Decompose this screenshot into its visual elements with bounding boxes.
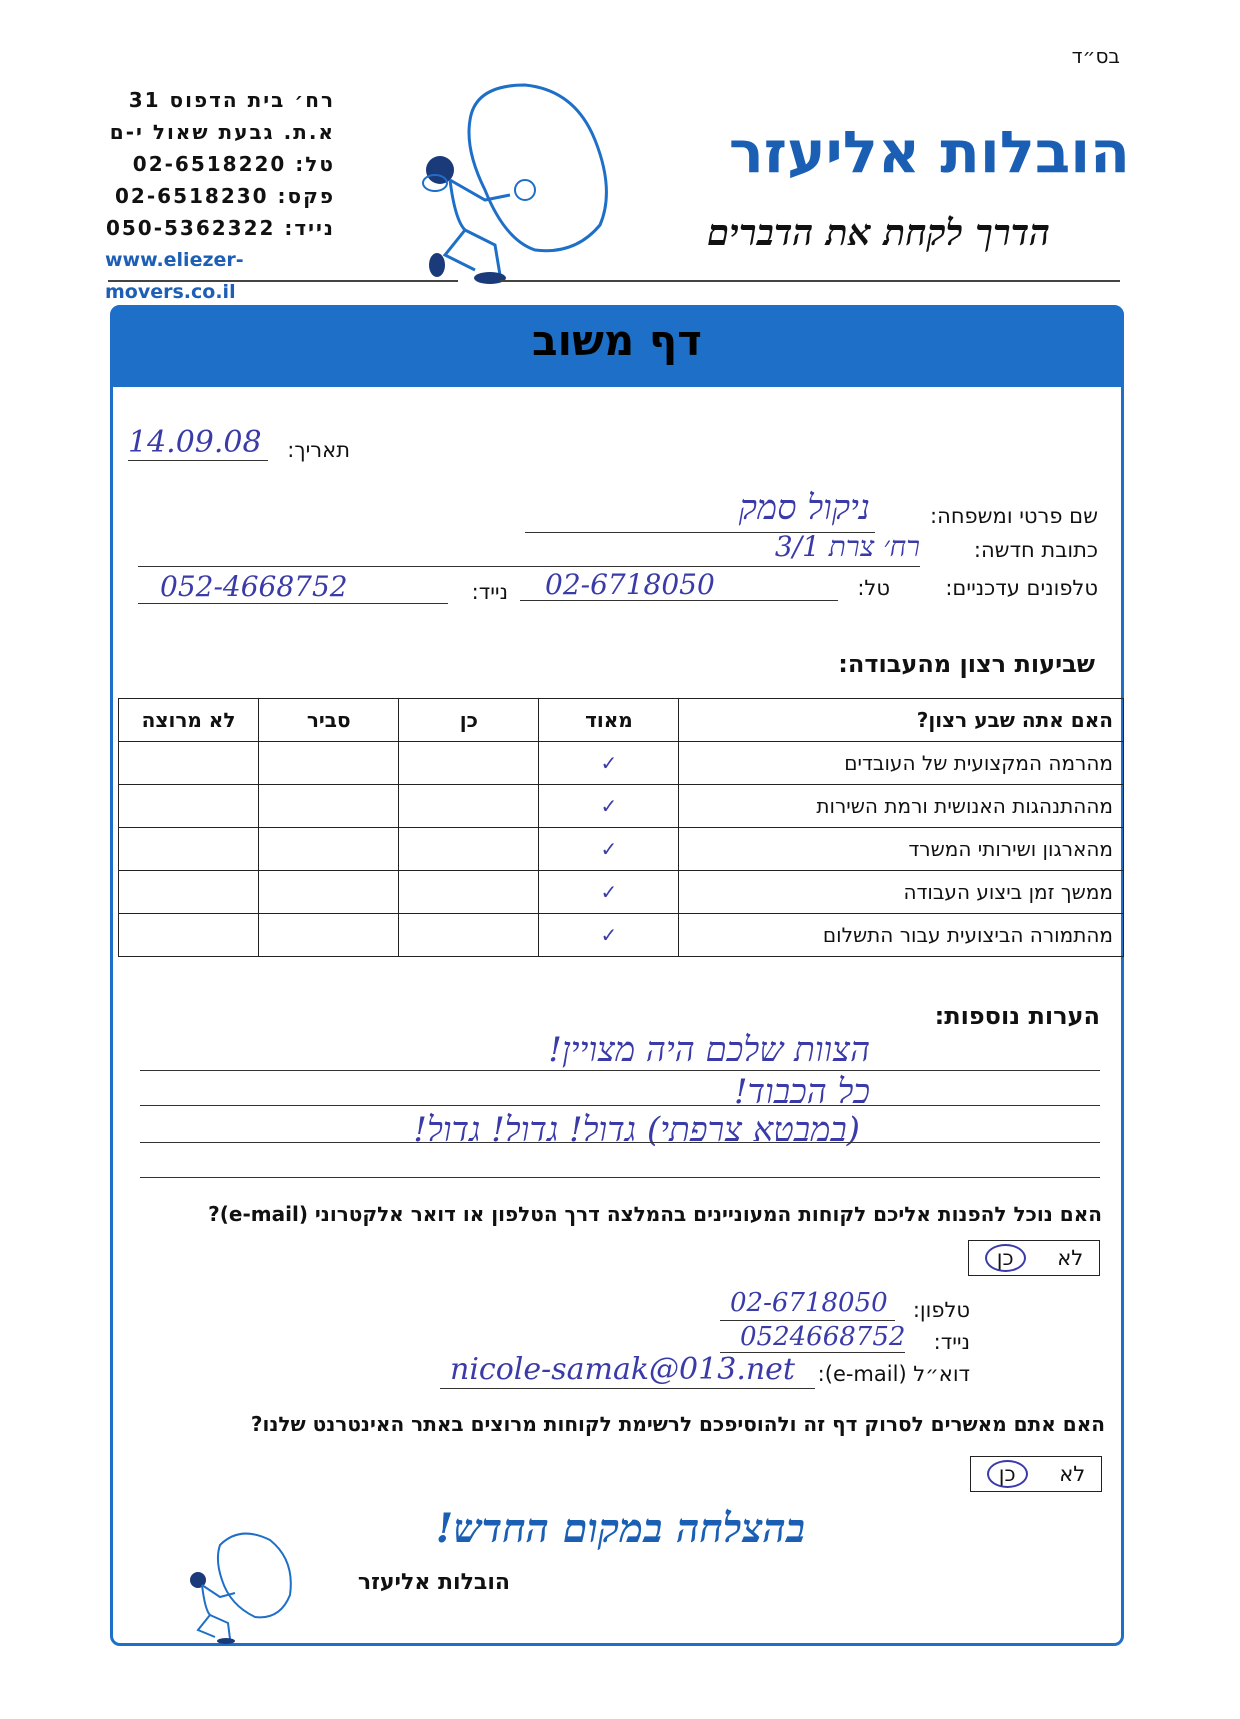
tel-label: טל: xyxy=(857,576,890,600)
mobile-line: נייד: 050-5362322 xyxy=(105,216,335,240)
option-very: מאוד xyxy=(539,699,679,742)
no-option[interactable]: לא xyxy=(1057,1246,1084,1270)
yes-option-circled[interactable]: כן xyxy=(987,1460,1028,1488)
survey-title: שביעות רצון מהעבודה: xyxy=(838,650,1095,678)
address-label: כתובת חדשה: xyxy=(973,538,1098,562)
phone-label: טלפון: xyxy=(912,1298,970,1322)
empty-cell[interactable] xyxy=(259,742,399,785)
empty-cell[interactable] xyxy=(259,828,399,871)
publish-question: האם אתם מאשרים לסרוק דף זה ולהוסיפכם לרשימת לקוחות מרוצים באתר האינטרנט שלנו? xyxy=(250,1412,1105,1436)
row-label: ממשך זמן ביצוע העבודה xyxy=(679,871,1124,914)
date-value[interactable]: 14.09.08 xyxy=(128,425,262,460)
mover-mascot-icon xyxy=(180,1525,300,1645)
closing-message: בהצלחה במקום החדש! xyxy=(435,1505,805,1552)
check-mark[interactable]: ✓ xyxy=(539,828,679,871)
check-mark[interactable]: ✓ xyxy=(539,914,679,957)
header-divider xyxy=(500,280,1120,282)
referral-mobile-label: נייד: xyxy=(933,1330,970,1354)
address-value[interactable]: רח׳ צרת 3/1 xyxy=(774,530,920,563)
empty-cell[interactable] xyxy=(399,871,539,914)
company-signature: הובלות אליעזר xyxy=(357,1570,510,1595)
option-yes: כן xyxy=(399,699,539,742)
company-slogan: הדרך לקחת את הדברים xyxy=(706,212,1050,254)
publish-answer-box[interactable] xyxy=(970,1456,1102,1492)
referral-question: האם נוכל להפנות אליכם לקוחות המעוניינים בהמלצה דרך הטלפון או דואר אלקטרוני (e-mail)? xyxy=(208,1202,1102,1226)
referral-answer-box[interactable] xyxy=(968,1240,1100,1276)
table-row xyxy=(119,871,1124,914)
table-header-row xyxy=(119,699,1124,742)
row-label: מהתמורה הביצועית עבור התשלום xyxy=(679,914,1124,957)
check-mark[interactable]: ✓ xyxy=(539,785,679,828)
mobile-underline xyxy=(138,603,448,604)
empty-cell[interactable] xyxy=(119,742,259,785)
no-option[interactable]: לא xyxy=(1059,1462,1086,1486)
option-reasonable: סביר xyxy=(259,699,399,742)
table-row xyxy=(119,785,1124,828)
option-not-satisfied: לא מרוצה xyxy=(119,699,259,742)
mobile-label: נייד: xyxy=(471,580,508,604)
fax-line: פקס: 02-6518230 xyxy=(115,184,335,208)
date-underline xyxy=(128,460,268,461)
empty-cell[interactable] xyxy=(259,785,399,828)
email-underline xyxy=(440,1388,815,1389)
tel-underline xyxy=(520,600,838,601)
notes-title: הערות נוספות: xyxy=(934,1002,1100,1030)
company-name: הובלות אליעזר xyxy=(728,118,1130,186)
table-row xyxy=(119,742,1124,785)
email-value[interactable]: nicole-samak@013.net xyxy=(450,1352,795,1387)
phone-underline xyxy=(720,1320,895,1321)
form-title: דף משוב xyxy=(532,316,702,365)
empty-cell[interactable] xyxy=(119,785,259,828)
empty-cell[interactable] xyxy=(119,828,259,871)
row-label: מהארגון ושירותי המשרד xyxy=(679,828,1124,871)
yes-option-circled[interactable]: כן xyxy=(985,1244,1026,1272)
empty-cell[interactable] xyxy=(399,785,539,828)
note-underline xyxy=(140,1177,1100,1178)
address-line: רח׳ בית הדפוס 31 xyxy=(128,88,335,112)
note-underline xyxy=(140,1142,1100,1143)
email-label: דוא״ל (e-mail): xyxy=(817,1362,970,1386)
check-mark[interactable]: ✓ xyxy=(539,871,679,914)
empty-cell[interactable] xyxy=(119,871,259,914)
empty-cell[interactable] xyxy=(399,914,539,957)
note-underline xyxy=(140,1070,1100,1071)
note-line[interactable]: (במבטא צרפתי) גדול! גדול! גדול! xyxy=(413,1110,860,1150)
referral-mobile-value[interactable]: 0524668752 xyxy=(740,1322,906,1352)
note-line[interactable]: הצוות שלכם היה מצויין! xyxy=(548,1030,870,1070)
check-mark[interactable]: ✓ xyxy=(539,742,679,785)
name-label: שם פרטי ומשפחה: xyxy=(930,504,1098,528)
company-address-block xyxy=(105,84,335,308)
note-underline xyxy=(140,1105,1100,1106)
bsd-mark: בס״ד xyxy=(1071,44,1120,68)
phones-label: טלפונים עדכניים: xyxy=(945,576,1098,600)
empty-cell[interactable] xyxy=(399,828,539,871)
address-line: א.ת. גבעת שאול י-ם xyxy=(109,120,335,144)
mobile-value[interactable]: 052-4668752 xyxy=(160,570,348,603)
phone-line: טל: 02-6518220 xyxy=(132,152,335,176)
empty-cell[interactable] xyxy=(259,914,399,957)
date-label: תאריך: xyxy=(287,438,350,462)
empty-cell[interactable] xyxy=(119,914,259,957)
empty-cell[interactable] xyxy=(259,871,399,914)
row-label: מההתנהגות האנושית ורמת השירות xyxy=(679,785,1124,828)
satisfaction-table xyxy=(118,698,1124,957)
table-row xyxy=(119,828,1124,871)
question-header: האם אתה שבע רצון? xyxy=(679,699,1124,742)
phone-value[interactable]: 02-6718050 xyxy=(730,1288,888,1318)
mover-mascot-icon xyxy=(415,80,640,285)
header-divider xyxy=(108,280,458,282)
name-value[interactable]: ניקול סמק xyxy=(738,488,870,528)
address-underline xyxy=(138,566,920,567)
tel-value[interactable]: 02-6718050 xyxy=(545,568,715,601)
table-row xyxy=(119,914,1124,957)
row-label: מהרמה המקצועית של העובדים xyxy=(679,742,1124,785)
note-line[interactable]: כל הכבוד! xyxy=(733,1072,870,1112)
website-link[interactable]: www.eliezer-movers.co.il xyxy=(105,249,244,303)
empty-cell[interactable] xyxy=(399,742,539,785)
